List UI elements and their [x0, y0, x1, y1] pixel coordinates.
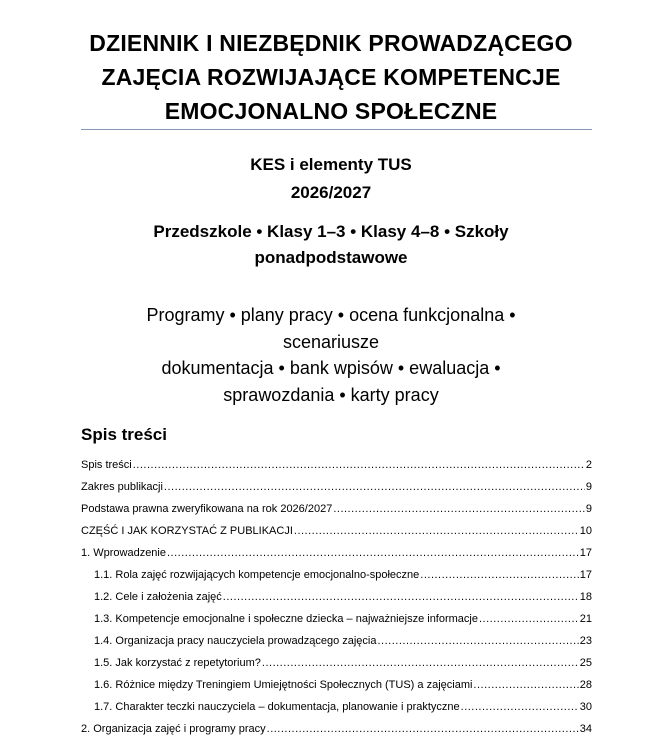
toc-entry[interactable] [81, 516, 592, 538]
toc-heading: Spis treści [81, 425, 167, 444]
levels-line-1: Przedszkole • Klasy 1–3 • Klasy 4–8 • Szkoły [153, 222, 509, 241]
toc-entry[interactable] [81, 472, 592, 494]
toc-subentry[interactable] [94, 604, 592, 626]
toc-entry-label: Zakres publikacji [81, 481, 163, 493]
toc-leader-dots [262, 656, 579, 670]
toc-leader-dots [333, 502, 585, 516]
toc-leader-dots [133, 458, 585, 472]
toc-leader-dots [461, 700, 579, 714]
education-levels [60, 219, 602, 271]
topics-list [60, 302, 602, 408]
toc-subentry[interactable] [94, 692, 592, 714]
toc-entry-page: 34 [579, 723, 592, 735]
toc-leader-dots [479, 612, 579, 626]
topics-line-3: dokumentacja • bank wpisów • ewaluacja • [161, 358, 501, 378]
subtitle-line-1: KES i elementy TUS [250, 155, 412, 174]
title-line-3: EMOCJONALNO SPOŁECZNE [164, 98, 498, 124]
levels-line-2: ponadpodstawowe [254, 248, 408, 267]
title-line-1: DZIENNIK I NIEZBĘDNIK PROWADZĄCEGO [89, 30, 573, 56]
toc-entry-label: CZĘŚĆ I JAK KORZYSTAĆ Z PUBLIKACJI [81, 525, 293, 537]
toc-leader-dots [473, 678, 578, 692]
toc-entry-label: 1. Wprowadzenie [81, 547, 166, 559]
toc-entry-label: 2. Organizacja zajęć i programy pracy [81, 723, 266, 735]
toc-entry-label: 1.1. Rola zajęć rozwijających kompetencje emocjonalno-społeczne [94, 569, 420, 581]
document-title [60, 26, 602, 128]
toc-entry-page: 30 [579, 701, 592, 713]
toc-entry-label: Spis treści [81, 459, 132, 471]
toc-leader-dots [294, 524, 579, 538]
toc-subentry[interactable] [94, 560, 592, 582]
toc-entry-page: 17 [579, 547, 592, 559]
toc-subentry[interactable] [94, 670, 592, 692]
toc-entry-page: 9 [585, 481, 592, 493]
toc-entry-page: 21 [579, 613, 592, 625]
toc-entry[interactable] [81, 538, 592, 560]
toc-entry-page: 10 [579, 525, 592, 537]
toc-leader-dots [167, 546, 579, 560]
topics-line-2: scenariusze [282, 331, 380, 352]
toc-leader-dots [378, 634, 579, 648]
toc-entry[interactable] [81, 714, 592, 736]
toc-entry-page: 23 [579, 635, 592, 647]
toc-entry-label: 1.6. Różnice między Treningiem Umiejętności Społecznych (TUS) a zajęciami [94, 679, 473, 691]
toc-entry-label: 1.2. Cele i założenia zajęć [94, 591, 222, 603]
toc-entry-label: 1.5. Jak korzystać z repetytorium? [94, 657, 261, 669]
toc-entry-page: 9 [585, 503, 592, 515]
subtitle-year: 2026/2027 [290, 183, 372, 202]
toc-leader-dots [164, 480, 585, 494]
topics-line-1: Programy • plany pracy • ocena funkcjonalna • [146, 305, 516, 325]
title-line-2: ZAJĘCIA ROZWIJAJĄCE KOMPETENCJE [101, 64, 561, 90]
toc-entry-page: 2 [585, 459, 592, 471]
toc-subentry[interactable] [94, 582, 592, 604]
toc-entry-page: 17 [579, 569, 592, 581]
topics-line-4: sprawozdania • karty pracy [223, 384, 439, 405]
toc-entry[interactable] [81, 494, 592, 516]
title-divider [81, 129, 592, 130]
toc-entry[interactable] [81, 450, 592, 472]
toc-entry-label: 1.3. Kompetencje emocjonalne i społeczne dziecka – najważniejsze informacje [94, 613, 478, 625]
toc-subentry[interactable] [94, 648, 592, 670]
toc-entry-page: 25 [579, 657, 592, 669]
toc-entry-page: 28 [579, 679, 592, 691]
toc-leader-dots [420, 568, 578, 582]
toc-leader-dots [223, 590, 579, 604]
toc-entry-label: Podstawa prawna zweryfikowana na rok 2026/2027 [81, 503, 333, 515]
toc-entry-label: 1.7. Charakter teczki nauczyciela – dokumentacja, planowanie i praktyczne [94, 701, 460, 713]
toc-entry-label: 1.4. Organizacja pracy nauczyciela prowadzącego zajęcia [94, 635, 377, 647]
toc-subentry[interactable] [94, 626, 592, 648]
toc-entry-page: 18 [579, 591, 592, 603]
toc-leader-dots [267, 722, 579, 736]
